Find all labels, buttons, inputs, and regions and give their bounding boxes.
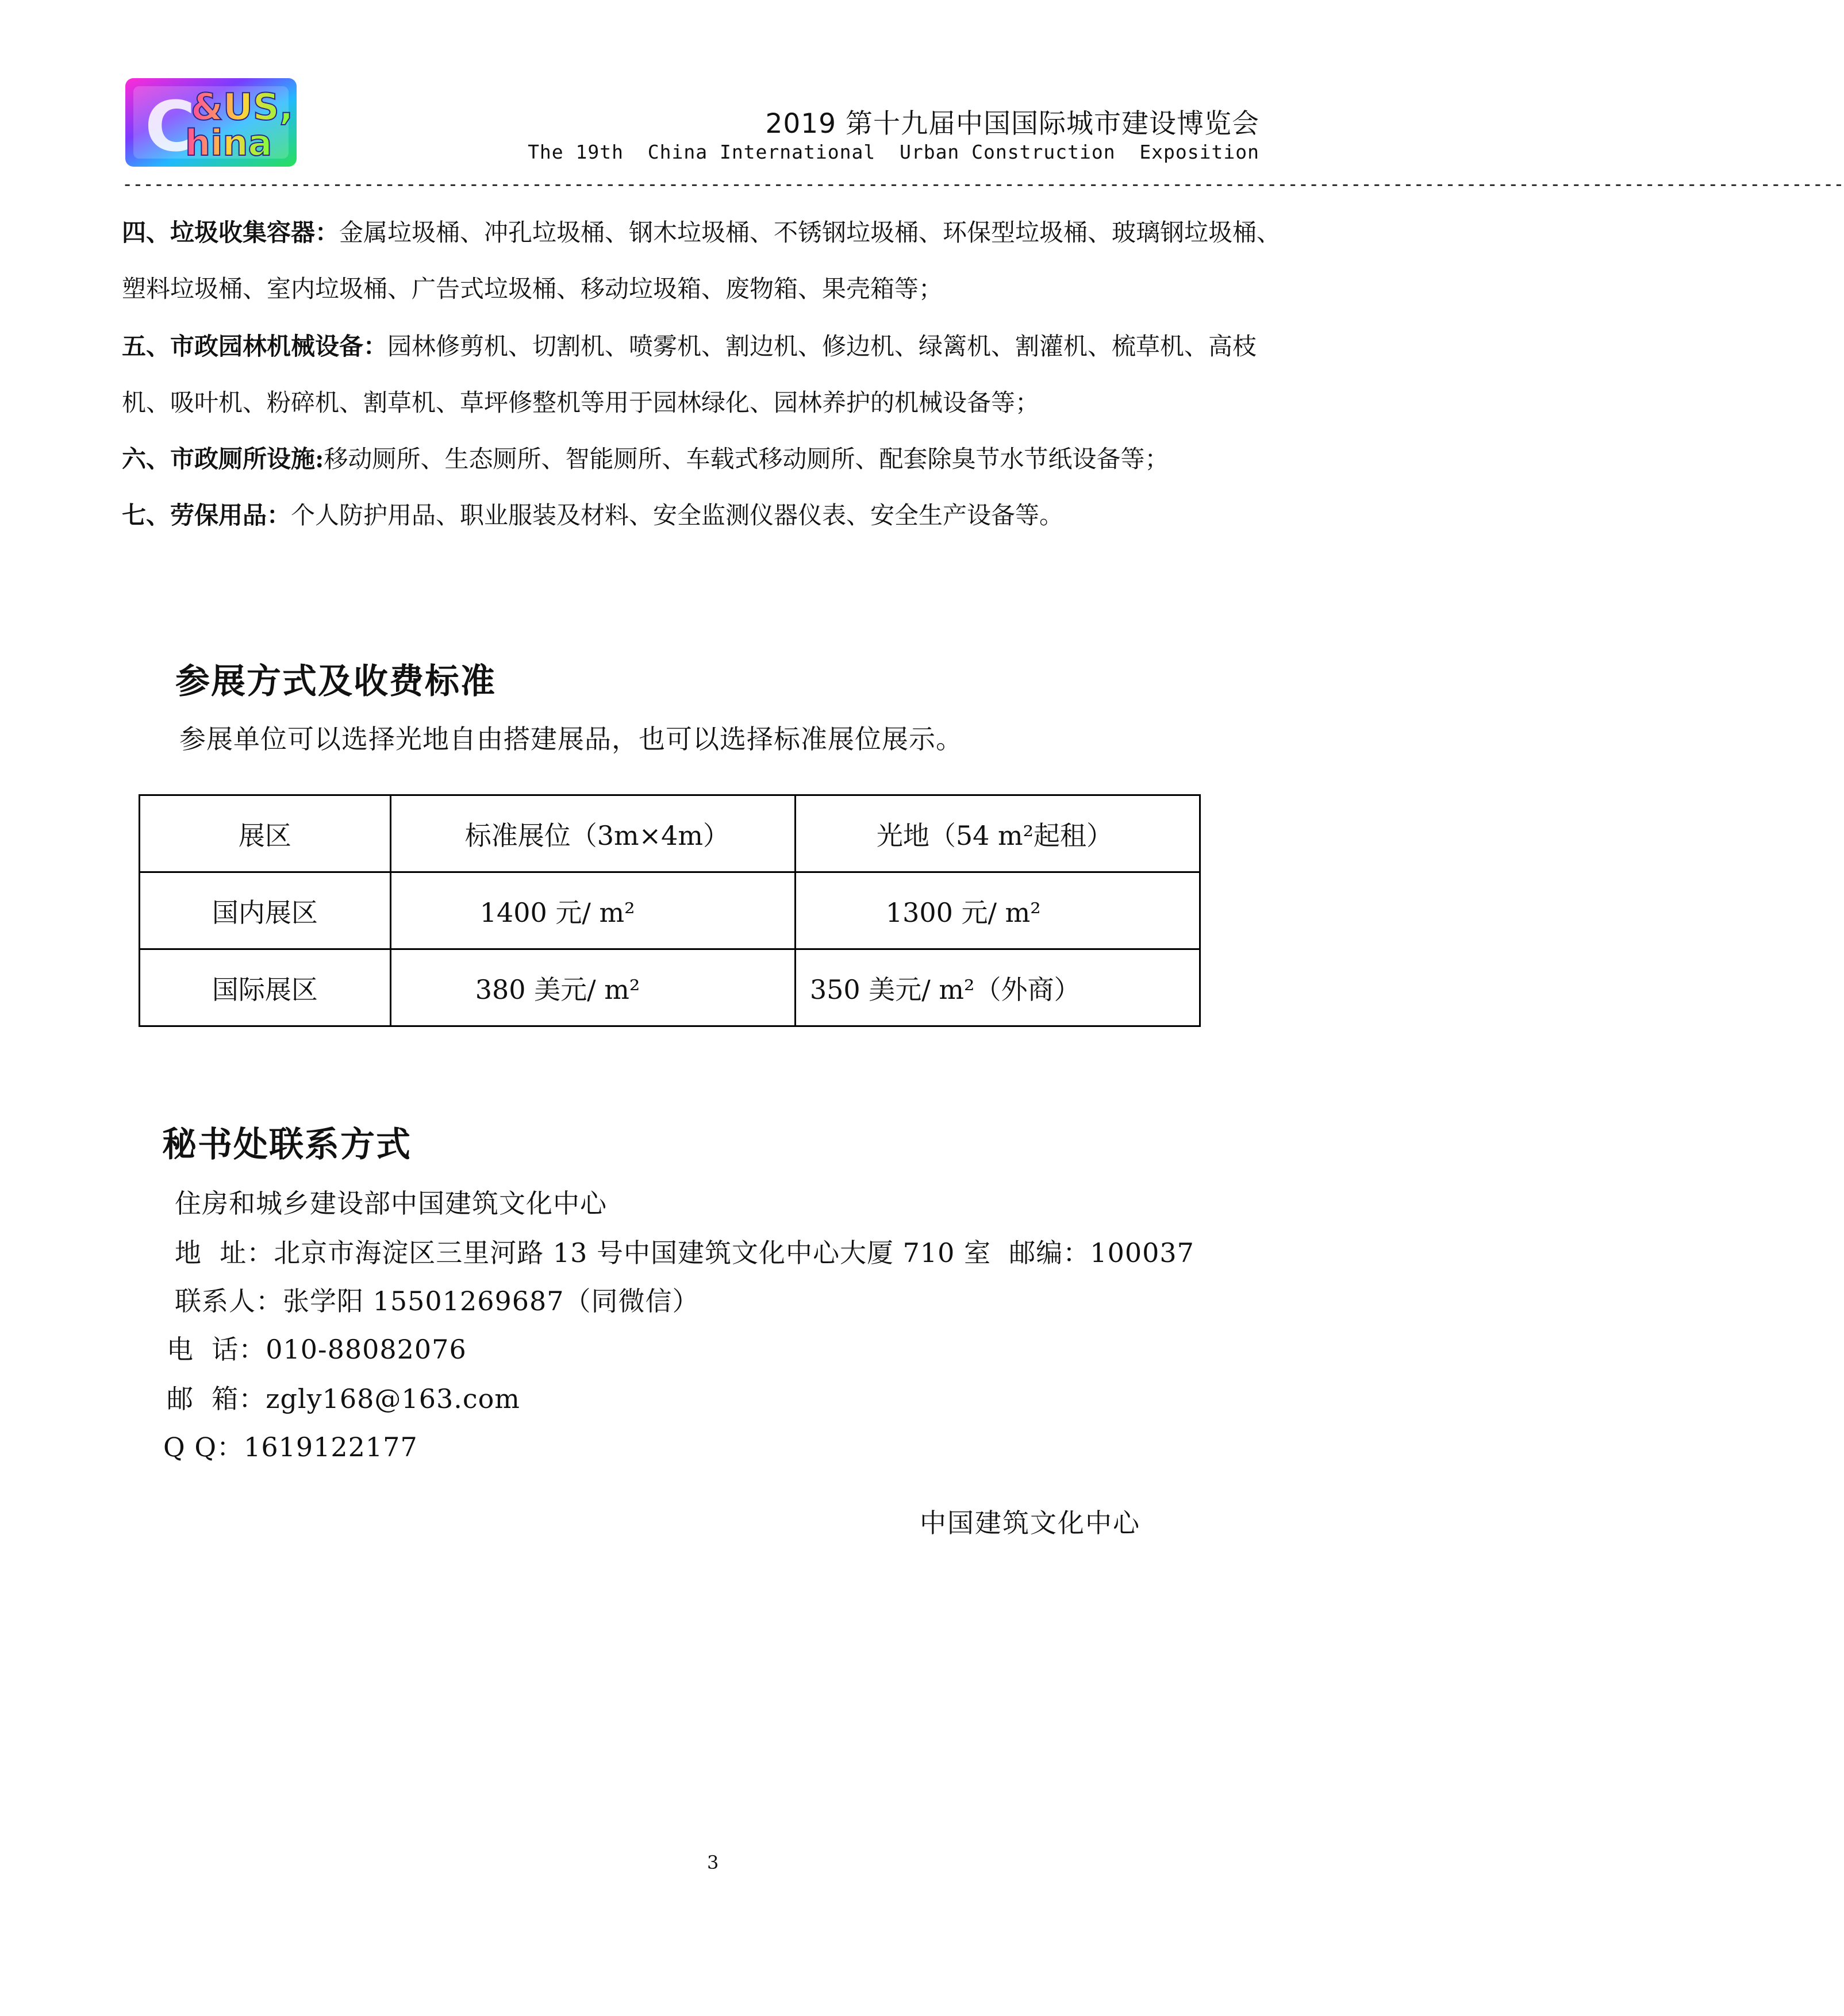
table-header-cell: 展区 (140, 795, 391, 872)
category-label: 四、垃圾收集容器： (122, 218, 340, 247)
category-label: 五、市政园林机械设备： (122, 332, 388, 360)
header-divider: -------------------------------------------------------------------------------------------------------------------------------------------------------------------- (122, 173, 1844, 195)
table-row (140, 949, 1200, 1026)
header-title: 2019 第十九届中国国际城市建设博览会 (765, 108, 1259, 140)
category-text: 金属垃圾桶、冲孔垃圾桶、钢木垃圾桶、不锈钢垃圾桶、环保型垃圾桶、玻璃钢垃圾桶、 (339, 218, 1281, 247)
header-subtitle: The 19th China International Urban Construction Exposition (528, 141, 1259, 163)
table-header-text: 标准展位（3m×4m） (464, 820, 730, 851)
secretariat-email: 邮 箱：zgly168@163.com (167, 1383, 520, 1414)
table-cell-text: 380 美元/ m² (475, 974, 640, 1005)
secretariat-phone: 电 话：010-88082076 (167, 1334, 467, 1365)
category-text: 园林修剪机、切割机、喷雾机、割边机、修边机、绿篱机、割灌机、梳草机、高枝 (387, 332, 1257, 360)
table-cell: 国际展区 (140, 949, 391, 1026)
fee-table (139, 794, 1201, 1027)
table-cell (390, 872, 795, 949)
category-label: 七、劳保用品： (122, 501, 291, 529)
category-6 (122, 440, 1317, 475)
cus-china-logo (122, 75, 300, 170)
secretariat-contact-person: 联系人：张学阳 15501269687（同微信） (175, 1286, 700, 1317)
category-4 (122, 214, 1317, 248)
table-cell (795, 872, 1200, 949)
signature: 中国建筑文化中心 (920, 1507, 1140, 1538)
category-text: 移动厕所、生态厕所、智能厕所、车载式移动厕所、配套除臭节水节纸设备等； (324, 445, 1169, 473)
table-header-text: 光地（54 m²起租） (876, 820, 1113, 851)
secretariat-qq: Q Q：1619122177 (163, 1432, 418, 1463)
svg-text:C: C (145, 87, 196, 167)
category-7 (122, 497, 1317, 531)
table-cell (795, 949, 1200, 1026)
table-header-row (140, 795, 1200, 872)
category-text: 个人防护用品、职业服装及材料、安全监测仪器仪表、安全生产设备等。 (291, 501, 1064, 529)
table-cell-text: 1300 元/ m² (885, 897, 1041, 928)
participation-title: 参展方式及收费标准 (175, 661, 496, 702)
svg-text:&US,: &US, (191, 86, 294, 129)
table-cell-text: 350 美元/ m²（外商） (809, 974, 1081, 1005)
secretariat-title: 秘书处联系方式 (162, 1125, 412, 1165)
svg-text:hina: hina (185, 122, 272, 164)
category-5-continued: 机、吸叶机、粉碎机、割草机、草坪修整机等用于园林绿化、园林养护的机械设备等； (122, 388, 1040, 417)
table-row (140, 872, 1200, 949)
page-number: 3 (707, 1852, 719, 1873)
table-header-cell (795, 795, 1200, 872)
table-header-cell (390, 795, 795, 872)
table-cell: 国内展区 (140, 872, 391, 949)
table-cell (390, 949, 795, 1026)
table-cell-text: 1400 元/ m² (479, 897, 635, 928)
category-label: 六、市政厕所设施: (122, 445, 324, 473)
category-4-continued: 塑料垃圾桶、室内垃圾桶、广告式垃圾桶、移动垃圾箱、废物箱、果壳箱等； (122, 275, 943, 303)
category-5 (122, 328, 1317, 362)
participation-intro: 参展单位可以选择光地自由搭建展品，也可以选择标准展位展示。 (179, 724, 963, 755)
secretariat-org: 住房和城乡建设部中国建筑文化中心 (175, 1188, 607, 1219)
secretariat-address: 地 址：北京市海淀区三里河路 13 号中国建筑文化中心大厦 710 室 邮编：100037 (175, 1237, 1194, 1268)
